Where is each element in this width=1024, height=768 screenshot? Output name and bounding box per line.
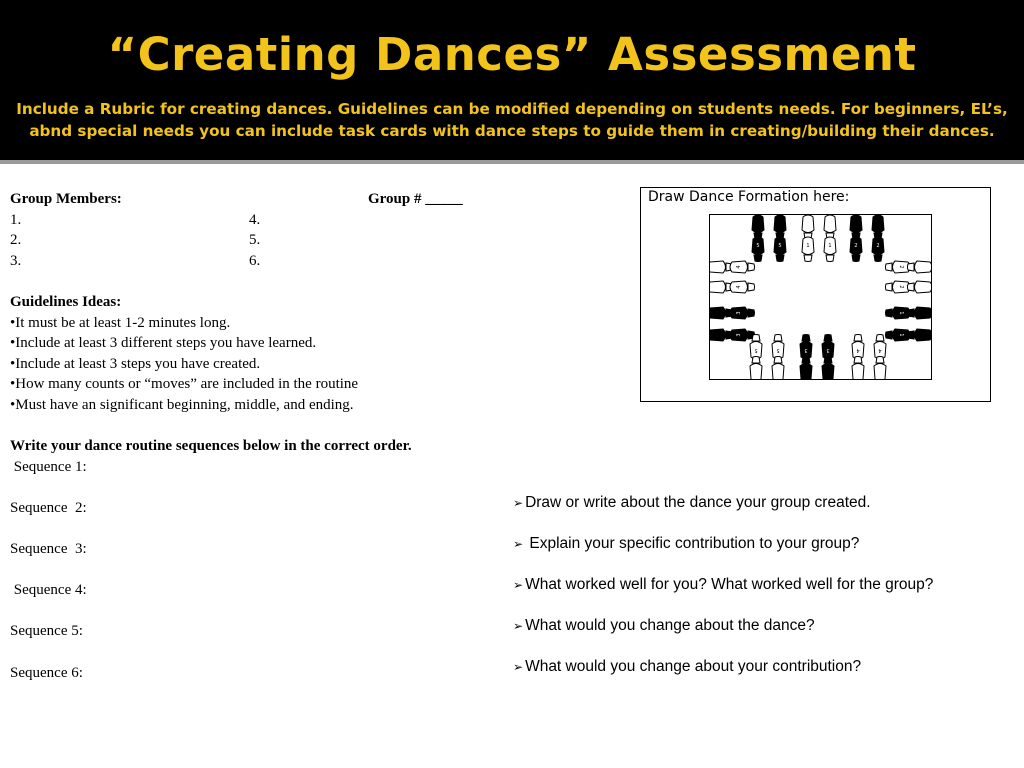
shoe-print-icon: [774, 215, 786, 240]
numbered-footprint-icon: [774, 237, 786, 262]
svg-text:3: 3: [804, 347, 808, 353]
guidelines-heading: Guidelines Ideas:: [10, 293, 122, 310]
svg-text:1: 1: [828, 243, 832, 249]
numbered-footprint-icon: [730, 307, 755, 319]
svg-text:5: 5: [756, 243, 760, 249]
svg-text:4: 4: [856, 347, 860, 353]
page-subtitle: [0, 98, 1024, 142]
shoe-print-icon: [750, 357, 762, 380]
numbered-footprint-icon: [850, 237, 862, 262]
svg-text:1: 1: [898, 311, 904, 315]
member-slot-1: 1.: [10, 211, 22, 228]
numbered-footprint-icon: [872, 237, 884, 262]
shoe-print-icon: [852, 357, 864, 380]
shoe-print-icon: [824, 215, 836, 240]
numbered-footprint-icon: [874, 335, 886, 360]
numbered-footprint-icon: [822, 335, 834, 360]
svg-text:5: 5: [778, 243, 782, 249]
sequence-label-4: Sequence 4:: [10, 582, 87, 599]
guideline-item: •Include at least 3 steps you have created.: [10, 355, 261, 372]
shoe-print-icon: [908, 261, 932, 273]
member-slot-2: 2.: [10, 232, 22, 249]
subtitle-line-2: abnd special needs you can include task cards with dance steps to guide them in creating/building their dances.: [29, 122, 995, 140]
guideline-item: •Include at least 3 different steps you have learned.: [10, 335, 317, 352]
svg-text:3: 3: [736, 333, 742, 337]
svg-text:2: 2: [898, 285, 904, 289]
svg-text:2: 2: [898, 265, 904, 269]
sequence-label-2: Sequence 2:: [10, 499, 87, 516]
question-item: ➢ What worked well for you? What worked well for the group?: [513, 576, 934, 593]
sequence-instruction: Write your dance routine sequences below in the correct order.: [10, 438, 412, 455]
svg-text:4: 4: [878, 347, 882, 353]
group-members-label: Group Members:: [10, 191, 122, 207]
numbered-footprint-icon: [752, 237, 764, 262]
worksheet-left-column: [10, 189, 500, 683]
shoe-print-icon: [752, 215, 764, 240]
arrow-bullet-icon: ➢: [513, 496, 524, 510]
dance-formation-box: [640, 187, 991, 402]
question-item: ➢ What would you change about your contribution?: [513, 658, 862, 675]
numbered-footprint-icon: [772, 335, 784, 360]
svg-text:2: 2: [876, 243, 880, 249]
svg-text:3: 3: [826, 347, 830, 353]
shoe-print-icon: [802, 215, 814, 240]
shoe-print-icon: [908, 329, 932, 341]
shoe-print-icon: [800, 357, 812, 380]
svg-text:5: 5: [776, 347, 780, 353]
numbered-footprint-icon: [730, 281, 755, 293]
shoe-print-icon: [908, 281, 932, 293]
formation-label: Draw Dance Formation here:: [648, 189, 850, 205]
shoe-print-icon: [772, 357, 784, 380]
numbered-footprint-icon: [800, 335, 812, 360]
shoe-print-icon: [872, 215, 884, 240]
shoe-print-icon: [850, 215, 862, 240]
subtitle-line-1: Include a Rubric for creating dances. Guidelines can be modified depending on students needs. For beginners, EL’s,: [16, 100, 1008, 118]
sequence-label-6: Sequence 6:: [10, 664, 83, 681]
header-divider: [0, 160, 1024, 164]
footprint-diagram-svg: [710, 215, 931, 379]
guideline-item: •Must have an significant beginning, middle, and ending.: [10, 396, 354, 413]
numbered-footprint-icon: [730, 329, 755, 341]
shoe-print-icon: [710, 281, 733, 293]
numbered-footprint-icon: [886, 307, 911, 319]
numbered-footprint-icon: [852, 335, 864, 360]
question-item: ➢ What would you change about the dance?: [513, 617, 815, 634]
sequence-label-3: Sequence 3:: [10, 541, 87, 558]
shoe-print-icon: [874, 357, 886, 380]
sequence-label-1: Sequence 1:: [10, 458, 87, 475]
sequence-label-5: Sequence 5:: [10, 623, 83, 640]
shoe-print-icon: [822, 357, 834, 380]
guideline-item: •How many counts or “moves” are included in the routine: [10, 376, 359, 393]
shoe-print-icon: [710, 261, 733, 273]
arrow-bullet-icon: ➢: [513, 537, 524, 551]
svg-text:4: 4: [736, 285, 742, 289]
numbered-footprint-icon: [886, 329, 911, 341]
group-number-label: Group # _____: [368, 191, 463, 207]
arrow-bullet-icon: ➢: [513, 660, 524, 674]
member-slot-3: 3.: [10, 252, 22, 269]
shoe-print-icon: [710, 307, 733, 319]
member-slot-5: 5.: [249, 232, 261, 249]
numbered-footprint-icon: [824, 237, 836, 262]
svg-text:2: 2: [854, 243, 858, 249]
svg-text:4: 4: [736, 265, 742, 269]
reflection-questions: [513, 494, 1013, 699]
svg-text:1: 1: [898, 333, 904, 337]
page-title: “Creating Dances” Assessment: [107, 28, 917, 81]
svg-text:3: 3: [736, 311, 742, 315]
title-banner: [0, 0, 1024, 160]
member-slot-4: 4.: [249, 211, 261, 228]
numbered-footprint-icon: [886, 281, 911, 293]
numbered-footprint-icon: [802, 237, 814, 262]
arrow-bullet-icon: ➢: [513, 578, 524, 592]
question-item: ➢ Explain your specific contribution to your group?: [513, 535, 860, 552]
shoe-print-icon: [710, 329, 733, 341]
svg-text:5: 5: [754, 347, 758, 353]
member-slot-6: 6.: [249, 252, 261, 269]
svg-text:1: 1: [806, 243, 810, 249]
question-item: ➢ Draw or write about the dance your group created.: [513, 494, 871, 511]
shoe-print-icon: [908, 307, 932, 319]
guideline-item: •It must be at least 1-2 minutes long.: [10, 314, 231, 331]
arrow-bullet-icon: ➢: [513, 619, 524, 633]
numbered-footprint-icon: [886, 261, 911, 273]
footprint-diagram: [709, 214, 932, 380]
numbered-footprint-icon: [730, 261, 755, 273]
